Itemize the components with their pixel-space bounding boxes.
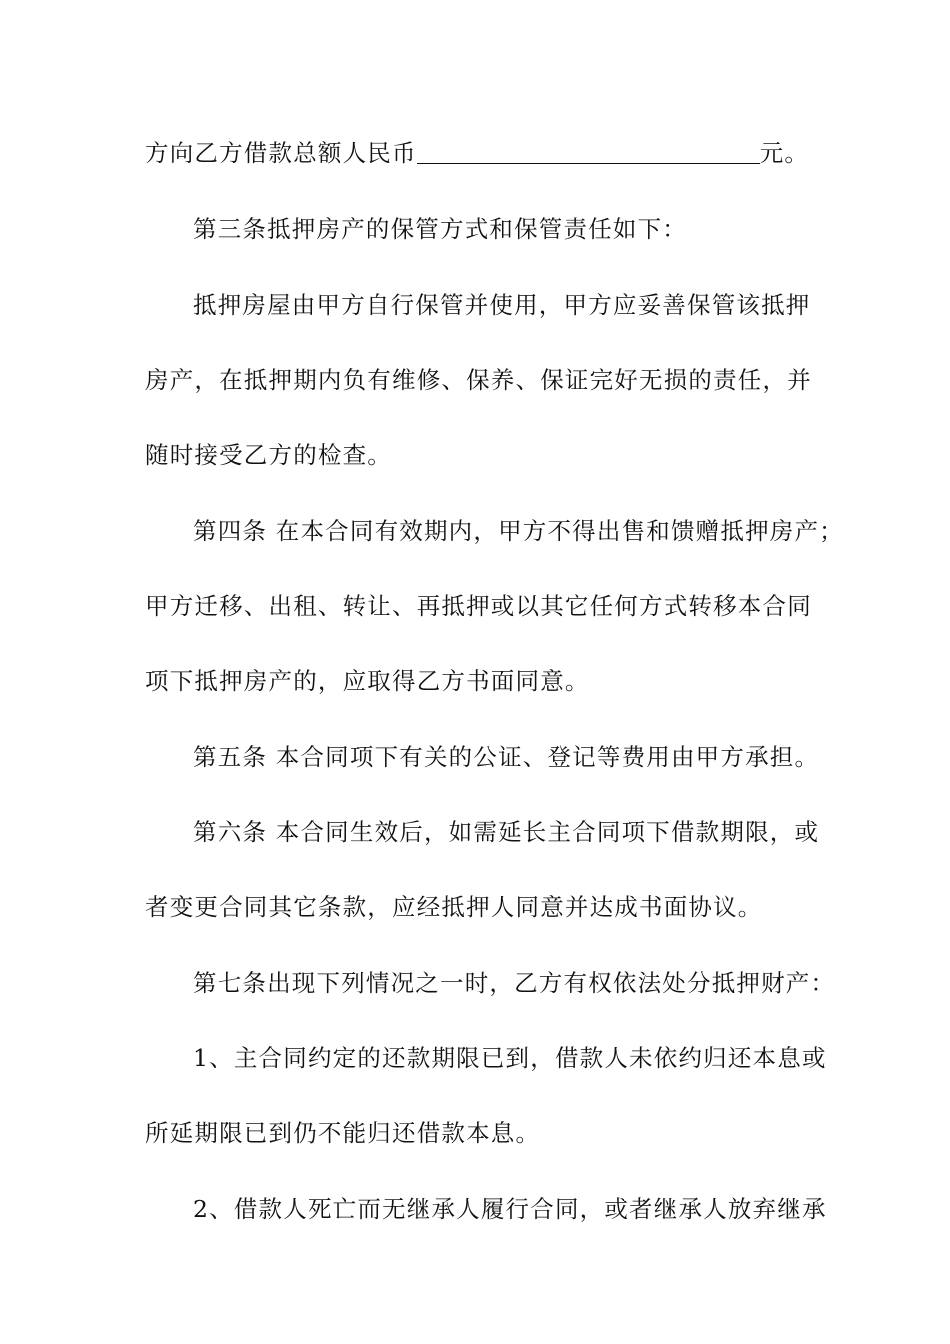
loan-amount-text: 方向乙方借款总额人民币 bbox=[145, 139, 417, 167]
paragraph-line: 甲方迁移、出租、转让、再抵押或以其它任何方式转移本合同 bbox=[145, 592, 812, 620]
clause-2-line: 2、借款人死亡而无继承人履行合同，或者继承人放弃继承 bbox=[193, 1195, 827, 1223]
paragraph-line: 房产，在抵押期内负有维修、保养、保证完好无损的责任，并 bbox=[145, 366, 812, 394]
article-3-heading: 第三条抵押房产的保管方式和保管责任如下： bbox=[193, 215, 687, 243]
paragraph-line: 所延期限已到仍不能归还借款本息。 bbox=[145, 1119, 541, 1147]
paragraph-line: 项下抵押房产的，应取得乙方书面同意。 bbox=[145, 667, 590, 695]
article-7-heading: 第七条出现下列情况之一时，乙方有权依法处分抵押财产： bbox=[193, 969, 836, 997]
loan-amount-blank bbox=[417, 139, 760, 164]
article-5-line: 第五条 本合同项下有关的公证、登记等费用由甲方承担。 bbox=[193, 743, 820, 771]
text-line-loan-amount bbox=[145, 136, 809, 170]
clause-1-line: 1、主合同约定的还款期限已到，借款人未依约归还本息或 bbox=[193, 1044, 827, 1072]
article-6-line: 第六条 本合同生效后，如需延长主合同项下借款期限，或 bbox=[193, 818, 820, 846]
paragraph-line: 者变更合同其它条款，应经抵押人同意并达成书面协议。 bbox=[145, 893, 763, 921]
article-4-line: 第四条 在本合同有效期内，甲方不得出售和馈赠抵押房产； bbox=[193, 517, 844, 545]
loan-amount-unit: 元。 bbox=[759, 139, 810, 167]
paragraph-line: 抵押房屋由甲方自行保管并使用，甲方应妥善保管该抵押 bbox=[193, 291, 811, 319]
paragraph-line: 随时接受乙方的检查。 bbox=[145, 441, 392, 469]
